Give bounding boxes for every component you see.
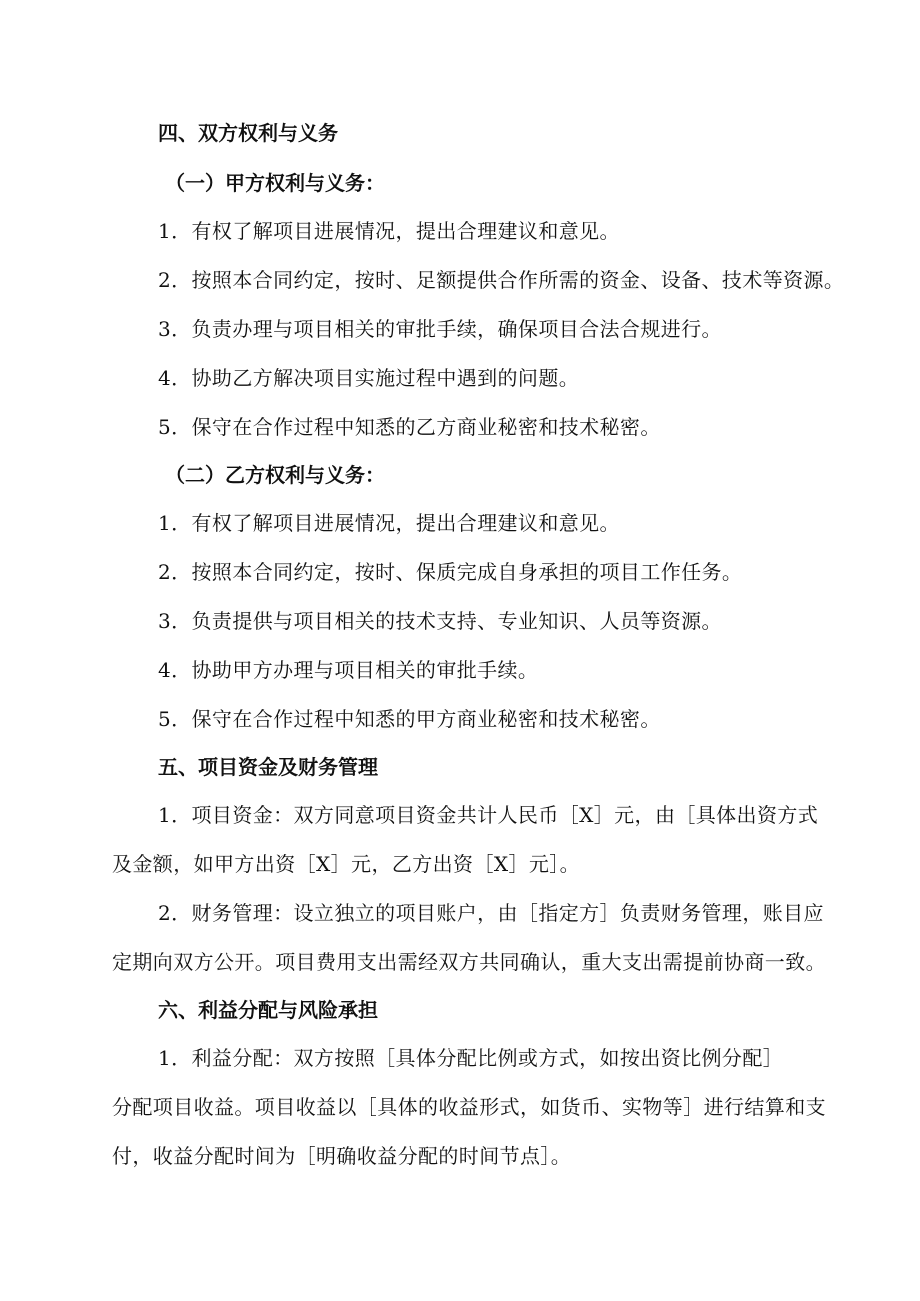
party-a-item-1: 1．有权了解项目进展情况，提出合理建议和意见。 xyxy=(158,219,620,243)
party-b-item-1: 1．有权了解项目进展情况，提出合理建议和意见。 xyxy=(158,511,620,535)
section-6-item-1-line-3: 付，收益分配时间为［明确收益分配的时间节点］。 xyxy=(112,1144,572,1168)
section-5-item-1-line-1: 1．项目资金：双方同意项目资金共计人民币［X］元，由［具体出资方式 xyxy=(158,803,819,827)
party-b-heading: （二）乙方权利与义务： xyxy=(165,463,385,487)
party-b-item-2: 2．按照本合同约定，按时、保质完成自身承担的项目工作任务。 xyxy=(158,560,743,584)
party-a-item-5: 5．保守在合作过程中知悉的乙方商业秘密和技术秘密。 xyxy=(158,415,661,439)
section-6-item-1-line-1: 1．利益分配：双方按照［具体分配比例或方式，如按出资比例分配］ xyxy=(158,1046,784,1070)
party-b-item-5: 5．保守在合作过程中知悉的甲方商业秘密和技术秘密。 xyxy=(158,707,661,731)
section-5-item-2-line-1: 2．财务管理：设立独立的项目账户，由［指定方］负责财务管理，账目应 xyxy=(158,901,824,925)
section-4-heading: 四、双方权利与义务 xyxy=(158,121,338,145)
party-a-heading: （一）甲方权利与义务： xyxy=(165,171,385,195)
party-a-item-2: 2．按照本合同约定，按时、足额提供合作所需的资金、设备、技术等资源。 xyxy=(158,268,845,292)
section-6-item-1-line-2: 分配项目收益。项目收益以［具体的收益形式，如货币、实物等］进行结算和支 xyxy=(112,1095,826,1119)
party-a-item-4: 4．协助乙方解决项目实施过程中遇到的问题。 xyxy=(158,366,580,390)
party-b-item-3: 3．负责提供与项目相关的技术支持、专业知识、人员等资源。 xyxy=(158,609,722,633)
section-5-heading: 五、项目资金及财务管理 xyxy=(158,755,378,779)
section-6-heading: 六、利益分配与风险承担 xyxy=(158,998,378,1022)
section-5-item-1-line-2: 及金额，如甲方出资［X］元，乙方出资［X］元］。 xyxy=(112,852,581,876)
party-b-item-4: 4．协助甲方办理与项目相关的审批手续。 xyxy=(158,658,539,682)
section-5-item-2-line-2: 定期向双方公开。项目费用支出需经双方共同确认，重大支出需提前协商一致。 xyxy=(112,950,826,974)
party-a-item-3: 3．负责办理与项目相关的审批手续，确保项目合法合规进行。 xyxy=(158,317,722,341)
